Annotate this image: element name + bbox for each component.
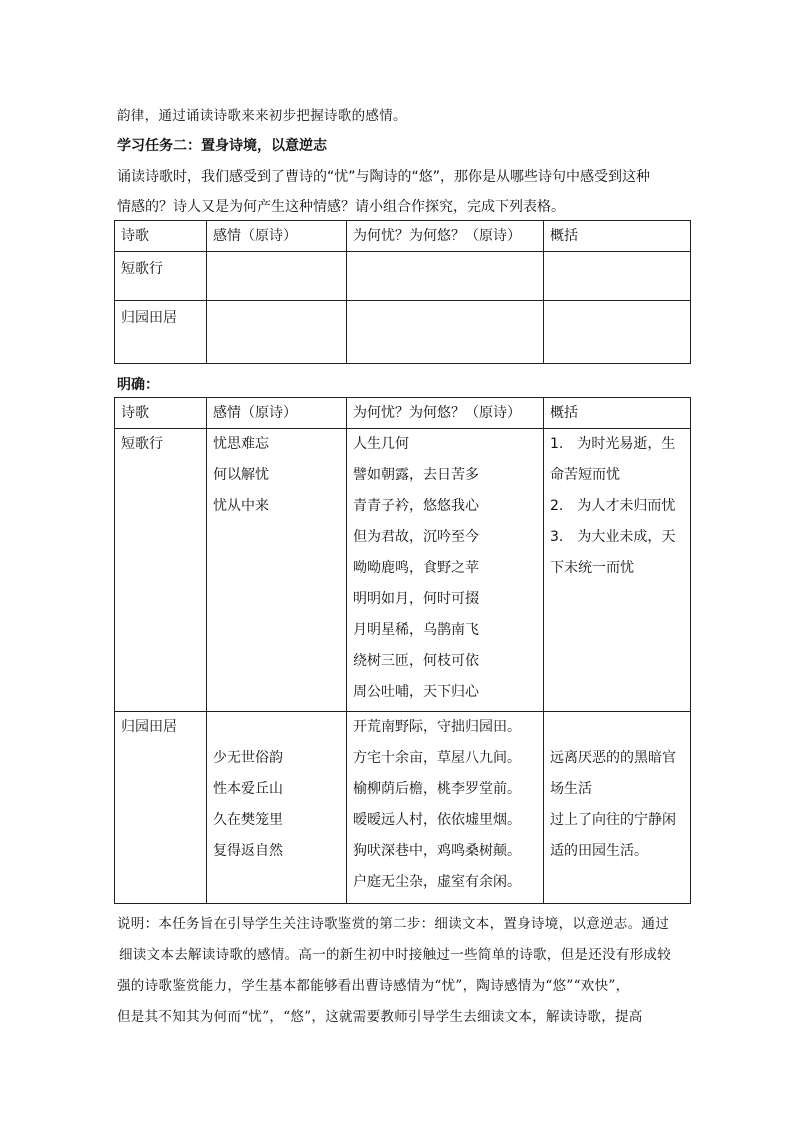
summary-line: 远离厌恶的的黑暗官 [550,750,676,766]
table-row [115,301,691,364]
intro-text: 韵律，通过诵读诗歌来来初步把握诗歌的感情。 [117,108,407,124]
task-heading: 学习任务二：置身诗境，以意逆志 [117,138,327,154]
reason-line: 周公吐哺，天下归心 [353,684,479,700]
poem-cell: 归园田居 [115,301,207,364]
reason-cell[interactable] [347,301,544,364]
emotion-line: 少无世俗韵 [213,750,283,766]
prompt-line-2: 情感的？诗人又是为何产生这种情感？请小组合作探究，完成下列表格。 [117,199,565,215]
poem-title: 归园田居 [121,719,177,735]
reason-line: 月明星稀，乌鹊南飞 [353,622,479,638]
reason-line: 譬如朝露，去日苦多 [353,467,479,483]
emotion-line: 久在樊笼里 [213,812,283,828]
summary-line: 命苦短而忧 [550,467,620,483]
table-row [115,429,691,712]
note-line-4: 但是其不知其为何而“忧”，“悠”，这就需要教师引导学生去细读文本，解读诗歌，提高 [117,1009,643,1025]
poem-cell [115,429,207,712]
header-poem: 诗歌 [115,398,207,429]
note-line-1: 说明：本任务旨在引导学生关注诗歌鉴赏的第二步：细读文本，置身诗境，以意逆志。通过 [117,916,669,932]
reason-line: 户庭无尘杂，虚室有余闲。 [353,874,521,890]
reason-cell[interactable] [347,252,544,301]
header-reason: 为何忧？为何悠？（原诗） [347,221,544,252]
summary-line: 2. 为人才未归而忧 [550,498,676,514]
reason-line: 青青子衿，悠悠我心 [353,498,479,514]
reason-line: 方宅十余亩，草屋八九间。 [353,750,521,766]
table-row [115,252,691,301]
summary-cell [544,712,691,904]
emotion-cell [207,429,347,712]
poem-title: 短歌行 [121,436,163,452]
header-summary: 概括 [544,398,691,429]
table-header-row [115,221,691,252]
header-poem: 诗歌 [115,221,207,252]
clarify-label: 明确： [117,377,159,393]
reason-line: 明明如月，何时可掇 [353,591,479,607]
reason-line: 但为君故，沉吟至今 [353,529,479,545]
summary-cell[interactable] [544,301,691,364]
header-emotion: 感情（原诗） [207,398,347,429]
reason-line: 人生几何 [353,436,409,452]
reason-cell [347,712,544,904]
table-header-row [115,398,691,429]
prompt-line-1: 诵读诗歌时，我们感受到了曹诗的“忧”与陶诗的“悠”，那你是从哪些诗句中感受到这种 [117,169,651,185]
summary-line: 过上了向往的宁静闲 [550,812,676,828]
emotion-line: 复得返自然 [213,843,283,859]
header-reason: 为何忧？为何悠？（原诗） [347,398,544,429]
reason-line: 呦呦鹿鸣，食野之苹 [353,560,479,576]
reason-line: 狗吠深巷中，鸡鸣桑树颠。 [353,843,521,859]
emotion-cell[interactable] [207,301,347,364]
summary-line: 1. 为时光易逝，生 [550,436,676,452]
header-summary: 概括 [544,221,691,252]
summary-cell[interactable] [544,252,691,301]
poem-cell [115,712,207,904]
reason-line: 暧暧远人村，依依墟里烟。 [353,812,521,828]
note-line-3: 强的诗歌鉴赏能力，学生基本都能够看出曹诗感情为“忧”，陶诗感情为“悠”“欢快”， [117,978,630,994]
emotion-line: 性本爱丘山 [213,781,283,797]
emotion-line: 何以解忧 [213,467,269,483]
reason-line: 开荒南野际，守拙归园田。 [353,719,521,735]
note-line-2: 细读文本去解读诗歌的感情。高一的新生初中时接触过一些简单的诗歌，但是还没有形成较 [119,947,671,963]
summary-line: 场生活 [550,781,592,797]
emotion-cell [207,712,347,904]
summary-line: 3. 为大业未成，天 [550,529,676,545]
summary-line: 下未统一而忧 [550,560,634,576]
reason-cell [347,429,544,712]
reason-line: 绕树三匝，何枝可依 [353,653,479,669]
table-row [115,712,691,904]
emotion-cell[interactable] [207,252,347,301]
poem-cell: 短歌行 [115,252,207,301]
reason-line: 榆柳荫后檐，桃李罗堂前。 [353,781,521,797]
worksheet-table [114,220,691,364]
header-emotion: 感情（原诗） [207,221,347,252]
summary-line: 适的田园生活。 [550,843,648,859]
emotion-line: 忧思难忘 [213,436,269,452]
emotion-line: 忧从中来 [213,498,269,514]
answer-table [114,397,691,904]
summary-cell [544,429,691,712]
